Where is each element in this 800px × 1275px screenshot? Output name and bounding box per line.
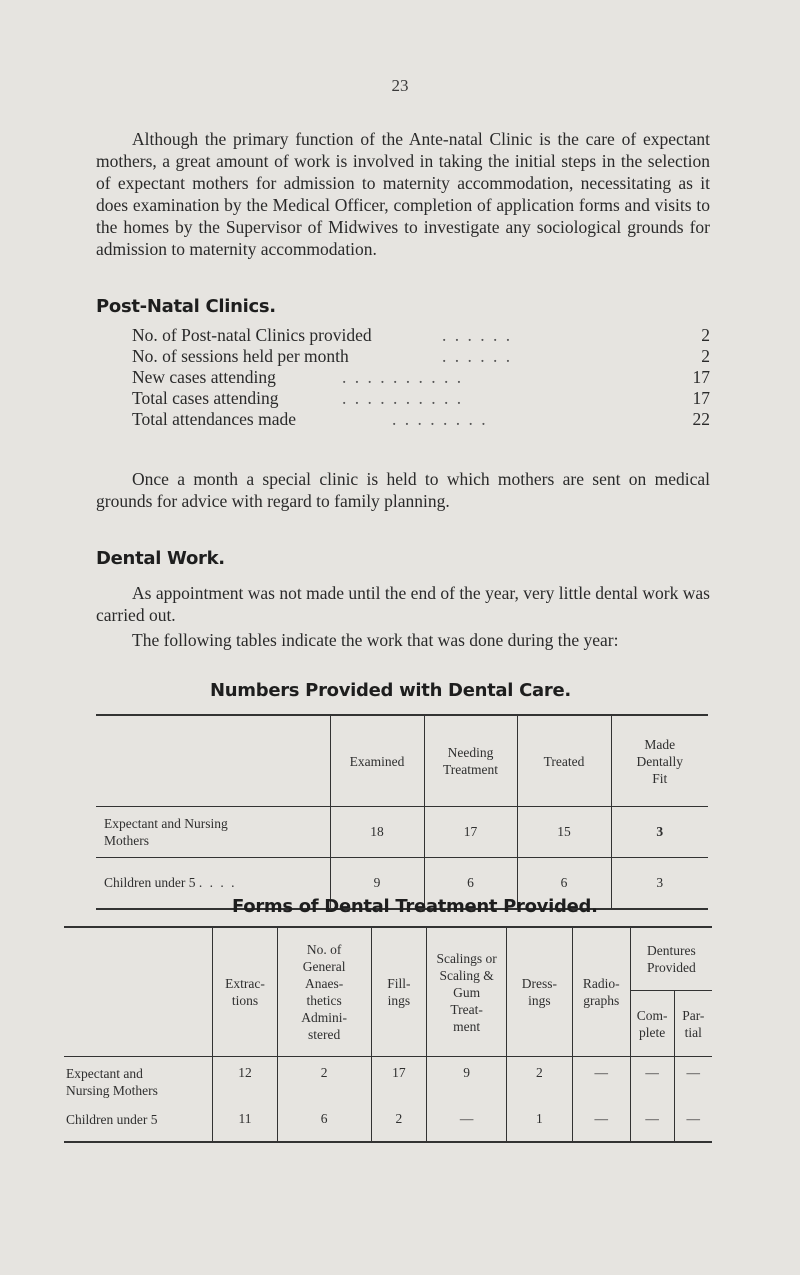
- table1-title: Numbers Provided with Dental Care.: [210, 680, 571, 701]
- table-cell: —: [572, 1057, 630, 1110]
- stat-value: 17: [692, 367, 710, 387]
- stat-value: 22: [692, 409, 710, 429]
- table-cell: —: [630, 1057, 674, 1110]
- table2-title: Forms of Dental Treatment Provided.: [232, 896, 598, 917]
- column-header: Treated: [517, 715, 611, 807]
- stat-value: 17: [692, 388, 710, 408]
- stat-leader: . . . . . . . .: [392, 409, 488, 429]
- table-cell: 1: [506, 1109, 572, 1142]
- stat-row: [132, 325, 710, 346]
- table-cell: 15: [517, 807, 611, 858]
- table-cell: 18: [330, 807, 424, 858]
- table-cell: —: [674, 1109, 712, 1142]
- column-header: Examined: [330, 715, 424, 807]
- stat-leader: . . . . . .: [442, 346, 513, 366]
- table-row: [64, 1057, 712, 1110]
- column-header: Com- plete: [630, 991, 674, 1057]
- stat-row: [132, 346, 710, 367]
- dental-paragraph: As appointment was not made until the end of the year, very little dental work was carried out.: [96, 583, 710, 625]
- dental-paragraph: The following tables indicate the work that was done during the year:: [132, 630, 619, 650]
- column-header: Dress- ings: [506, 927, 572, 1057]
- row-label-text: Children under 5: [104, 875, 196, 890]
- post-natal-stats: [132, 325, 710, 430]
- column-header: Dentures Provided: [630, 927, 712, 991]
- column-header: Needing Treatment: [424, 715, 517, 807]
- table-cell: 3: [611, 858, 708, 910]
- table-corner: [64, 927, 213, 1057]
- row-label-leader: . . . .: [198, 875, 237, 890]
- post-natal-note: Once a month a special clinic is held to which mothers are sent on medical grounds for advice with regard to family planning.: [96, 469, 710, 511]
- column-header: No. of General Anaes- thetics Admini- stered: [277, 927, 371, 1057]
- stat-leader: . . . . . . . . . .: [342, 367, 464, 387]
- stat-value: 2: [701, 346, 710, 366]
- table-cell: 12: [213, 1057, 278, 1110]
- column-header: Par- tial: [674, 991, 712, 1057]
- stat-label: Total attendances made: [132, 409, 296, 429]
- table-cell: 6: [277, 1109, 371, 1142]
- stat-value: 2: [701, 325, 710, 345]
- column-header: Fill- ings: [371, 927, 427, 1057]
- stat-leader: . . . . . . . . . .: [342, 388, 464, 408]
- table-cell: —: [427, 1109, 507, 1142]
- stat-leader: . . . . . .: [442, 325, 513, 345]
- stat-label: Total cases attending: [132, 388, 279, 408]
- table-cell: 6: [517, 858, 611, 910]
- table-cell: 2: [506, 1057, 572, 1110]
- table-cell: —: [630, 1109, 674, 1142]
- column-header: Made Dentally Fit: [611, 715, 708, 807]
- intro-paragraph: Although the primary function of the Ante-natal Clinic is the care of expectant mothers, a great amount of work is involved in taking the initial steps in the selection of expectant mothers for admission to maternity accommodation, necessitating as it does examination by the Medical Officer, completion of application forms and visits to the homes by the Supervisor of Midwives to investigate any sociological grounds for admission to maternity accommodation.: [96, 129, 710, 259]
- table-cell: 2: [277, 1057, 371, 1110]
- stat-row: [132, 367, 710, 388]
- column-header: Extrac- tions: [213, 927, 278, 1057]
- row-label: Expectant and Nursing Mothers: [96, 807, 330, 858]
- dental-treatment-table: [64, 926, 712, 1143]
- table-cell: —: [572, 1109, 630, 1142]
- stat-label: No. of Post-natal Clinics provided: [132, 325, 372, 345]
- stat-label: No. of sessions held per month: [132, 346, 349, 366]
- row-label: Children under 5: [66, 1112, 158, 1127]
- table-cell: 2: [371, 1109, 427, 1142]
- table-cell: 3: [611, 807, 708, 858]
- table-cell: 17: [424, 807, 517, 858]
- column-header: Scalings or Scaling & Gum Treat- ment: [427, 927, 507, 1057]
- table-cell: 11: [213, 1109, 278, 1142]
- table-corner: [96, 715, 330, 807]
- table-cell: 6: [424, 858, 517, 910]
- stat-label: New cases attending: [132, 367, 276, 387]
- table-row: [64, 1109, 712, 1142]
- row-label: Expectant and Nursing Mothers: [66, 1066, 158, 1098]
- column-header: Radio- graphs: [572, 927, 630, 1057]
- table-cell: 9: [427, 1057, 507, 1110]
- table-row: [96, 807, 708, 858]
- post-natal-heading: Post-Natal Clinics.: [96, 296, 276, 317]
- dental-heading: Dental Work.: [96, 548, 225, 569]
- table-cell: —: [674, 1057, 712, 1110]
- table-cell: 17: [371, 1057, 427, 1110]
- table-cell: 9: [330, 858, 424, 910]
- page-number: 23: [391, 76, 409, 95]
- dental-care-table: [96, 714, 708, 910]
- stat-row: [132, 388, 710, 409]
- stat-row: [132, 409, 710, 430]
